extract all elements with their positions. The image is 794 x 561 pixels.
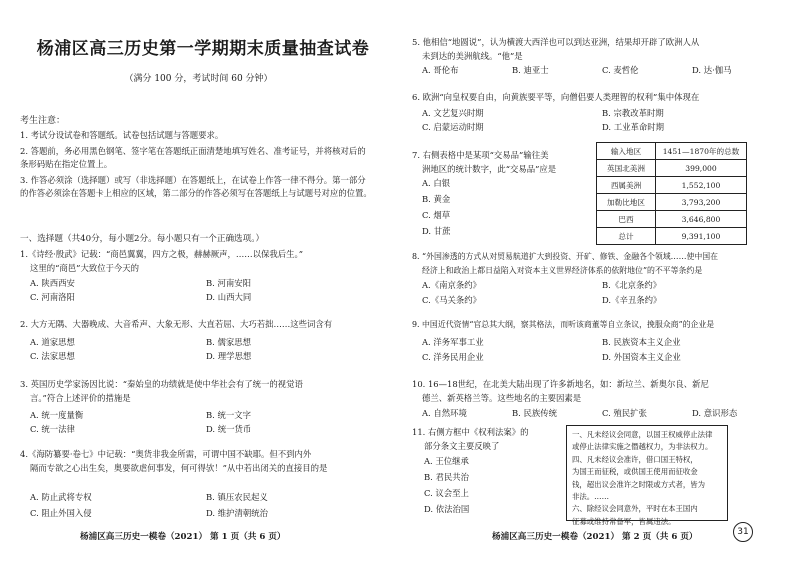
bill-of-rights-box (566, 425, 728, 526)
question-stem: 经济上和政治上都日益陷入对资本主义世界经济体系的依附地位”的不平等条约是 (422, 265, 703, 275)
option-b: B. 黄金 (422, 194, 451, 204)
option-c: C. 殖民扩张 (602, 408, 647, 418)
question-stem: 这里的“商邑”大致位于今天的 (30, 262, 140, 273)
table-header-cell: 输入地区 (597, 143, 656, 160)
question-stem: 10. 16—18世纪，在北美大陆出现了许多新地名，如：新垃兰、新奥尔良、新尼 (412, 379, 709, 389)
question-stem: 6. 欧洲“向皇权要自由，向黄族要平等，向僧侣要人类理智的权利”集中体现在 (412, 92, 700, 102)
option-c: C. 统一法律 (30, 424, 75, 434)
question-9 (412, 318, 782, 362)
option-d: D. 意识形态 (692, 408, 738, 418)
option-d: D. 外国资本主义企业 (602, 351, 681, 362)
option-c: C. 启蒙运动时期 (422, 121, 484, 132)
notice-item: 3. 作答必须涂（选择题）或写（非选择题）在答题纸上，在试卷上作答一律不得分。第一部分的作答必须涂在答题卡上相应的区域，第二部分的作答必须写在答题纸上与试题号对应的位置。 (20, 175, 372, 198)
question-4 (20, 448, 380, 518)
option-a: A. 洋务军事工业 (422, 336, 484, 347)
question-stem: 1.《诗经·殷武》记载：“商邑翼翼，四方之极，赫赫厥声，……以保我后生。” (20, 249, 304, 259)
law-line: 六、除经议会同意外，平时在本王国内 (572, 504, 698, 514)
section-heading: 一、选择题（共40分，每小题2分。每小题只有一个正确选项。） (20, 234, 265, 244)
table-cell: 1,552,100 (656, 177, 747, 194)
question-stem: 2. 大方无隅、大器晚成、大音希声、大象无形、大直若屈、大巧若拙……这些词含有 (20, 319, 333, 329)
page-number-badge: 31 (733, 522, 753, 542)
question-8 (412, 250, 782, 307)
option-b: B. 儒家思想 (206, 336, 251, 347)
table-row (597, 194, 747, 211)
option-d: D. 工业革命时期 (602, 121, 664, 132)
question-5 (412, 36, 777, 79)
question-stem: 4.《海防纂要·卷七》中记载：“奥货非我金所需，可谓中国不缺耶。但不到内外 (20, 449, 312, 459)
option-c: C.《马关条约》 (422, 295, 482, 305)
option-b: B. 君民共治 (424, 472, 469, 482)
law-line: 四、凡未经议会准许，借口国王特权， (572, 454, 698, 464)
option-d: D. 维护清朝统治 (206, 508, 268, 518)
option-c: C. 烟草 (422, 210, 451, 220)
exam-subtitle: （满分 100 分，考试时间 60 分钟） (124, 74, 273, 84)
notice-item: 2. 答题前，务必用黑色钢笔、签字笔在答题纸正面清楚地填写姓名、准考证号，并将核对后的条形码贴在指定位置上。 (20, 146, 366, 169)
question-3 (20, 378, 380, 435)
notice-heading: 考生注意： (20, 116, 66, 126)
option-a: A. 哥伦布 (422, 65, 459, 75)
table-cell: 巴西 (597, 211, 656, 228)
question-stem: 未到达的美洲航线。“他”是 (422, 50, 523, 61)
option-d: D. 依法治国 (424, 504, 470, 514)
option-c: C. 洋务民用企业 (422, 351, 484, 362)
option-c: C. 麦哲伦 (602, 65, 639, 75)
option-a: A. 陕西西安 (30, 278, 75, 288)
notice-item: 1. 考试分设试卷和答题纸。试卷包括试题与答题要求。 (20, 130, 224, 140)
question-stem: 11. 右侧方框中《权利法案》的 (412, 427, 529, 437)
option-b: B. 迪亚士 (512, 65, 549, 75)
question-10 (412, 378, 782, 421)
question-1 (20, 248, 380, 305)
option-a: A. 防止武将专权 (30, 492, 92, 502)
question-7 (412, 149, 592, 240)
law-line: 为国王而征税，或供国王使用而征收金 (572, 467, 698, 477)
law-line: 或停止法律实施之僭越权力，为非法权力。 (572, 442, 713, 452)
option-a: A. 白银 (422, 178, 451, 188)
table-cell: 3,793,200 (656, 194, 747, 211)
exam-title: 杨浦区高三历史第一学期期末质量抽查试卷 (36, 39, 370, 59)
question-stem: 9. 中国近代资情“官总其大纲，察其格法，而听该商董等自立条议，挽服众商”的企业是 (412, 320, 715, 329)
option-c: C. 阻止外国入侵 (30, 508, 92, 518)
option-a: A. 王位继承 (424, 456, 469, 466)
question-stem: 8. “外国渗透的方式从对贸易航道扩大到投资、开矿、修铁、金融各个领域……使中国在 (412, 252, 719, 261)
table-header-cell: 1451—1870年的总数 (656, 143, 747, 160)
law-line: 一、凡未经议会同意，以国王权威停止法律 (572, 430, 713, 439)
table-cell: 总计 (597, 228, 656, 245)
option-b: B. 民族传统 (512, 408, 557, 418)
option-d: D. 理学思想 (206, 350, 252, 361)
table-cell: 加勒比地区 (597, 194, 656, 211)
question-2 (20, 318, 380, 362)
law-line: 钱，超出议会准许之时限或方式者，皆为 (572, 479, 706, 489)
table-cell: 西属美洲 (597, 177, 656, 194)
option-b: B. 宗教改革时期 (602, 107, 664, 118)
option-c: C. 河南洛阳 (30, 292, 75, 302)
option-b: B.《北京条约》 (602, 280, 662, 290)
question-stem: 隔而专欲之心出生矣，奥要欲虐何事发，何可得欤！”从中若出闭关的直接目的是 (30, 462, 328, 473)
table-cell: 9,391,100 (656, 228, 747, 245)
trade-table (596, 142, 747, 245)
option-d: D. 统一货币 (206, 424, 252, 434)
option-b: B. 统一文字 (206, 410, 251, 420)
option-a: A.《南京条约》 (422, 280, 481, 290)
page-footer: 杨浦区高三历史一模卷（2021） 第 2 页（共 6 页） (492, 532, 698, 542)
option-a: A. 文艺复兴时期 (422, 107, 484, 118)
table-header-row (597, 143, 747, 160)
table-row (597, 228, 747, 245)
question-stem: 洲地区的统计数字，此“交易品”应是 (422, 163, 557, 174)
law-line: 征募或维持常备军，皆属违法。 (572, 516, 676, 526)
question-11 (412, 426, 562, 517)
question-stem: 言。”符合上述评价的措施是 (30, 392, 131, 403)
question-stem: 部分条文主要反映了 (424, 440, 500, 451)
option-b: B. 民族资本主义企业 (602, 336, 681, 347)
question-stem: 德兰、新英格兰等。这些地名的主要因素是 (422, 392, 582, 403)
option-b: B. 镇压农民起义 (206, 492, 268, 502)
table-cell: 399,000 (656, 160, 747, 177)
table-cell: 英国北美洲 (597, 160, 656, 177)
table-row (597, 160, 747, 177)
table-row (597, 177, 747, 194)
question-stem: 7. 右侧表格中是某项“交易品”输往美 (412, 150, 549, 160)
option-d: D. 山西大同 (206, 292, 252, 302)
option-b: B. 河南安阳 (206, 278, 251, 288)
option-a: A. 自然环境 (422, 408, 467, 418)
option-d: D.《辛丑条约》 (602, 295, 662, 305)
option-a: A. 道家思想 (30, 336, 75, 347)
law-line: 非法。…… (572, 492, 609, 502)
question-6 (412, 91, 777, 135)
option-a: A. 统一度量衡 (30, 410, 84, 420)
question-stem: 3. 英国历史学家汤因比说：“秦始皇的功绩就是使中华社会有了统一的视觉语 (20, 379, 303, 389)
option-d: D. 甘蔗 (422, 226, 451, 236)
table-cell: 3,646,800 (656, 211, 747, 228)
option-d: D. 达·伽马 (692, 65, 732, 75)
table-row (597, 211, 747, 228)
page-footer: 杨浦区高三历史一模卷（2021） 第 1 页（共 6 页） (80, 532, 286, 542)
option-c: C. 议会至上 (424, 488, 469, 498)
question-stem: 5. 他相信“地圆说”，认为横渡大西洋也可以到达亚洲，结果却开辟了欧洲人从 (412, 37, 700, 47)
option-c: C. 法家思想 (30, 350, 75, 361)
